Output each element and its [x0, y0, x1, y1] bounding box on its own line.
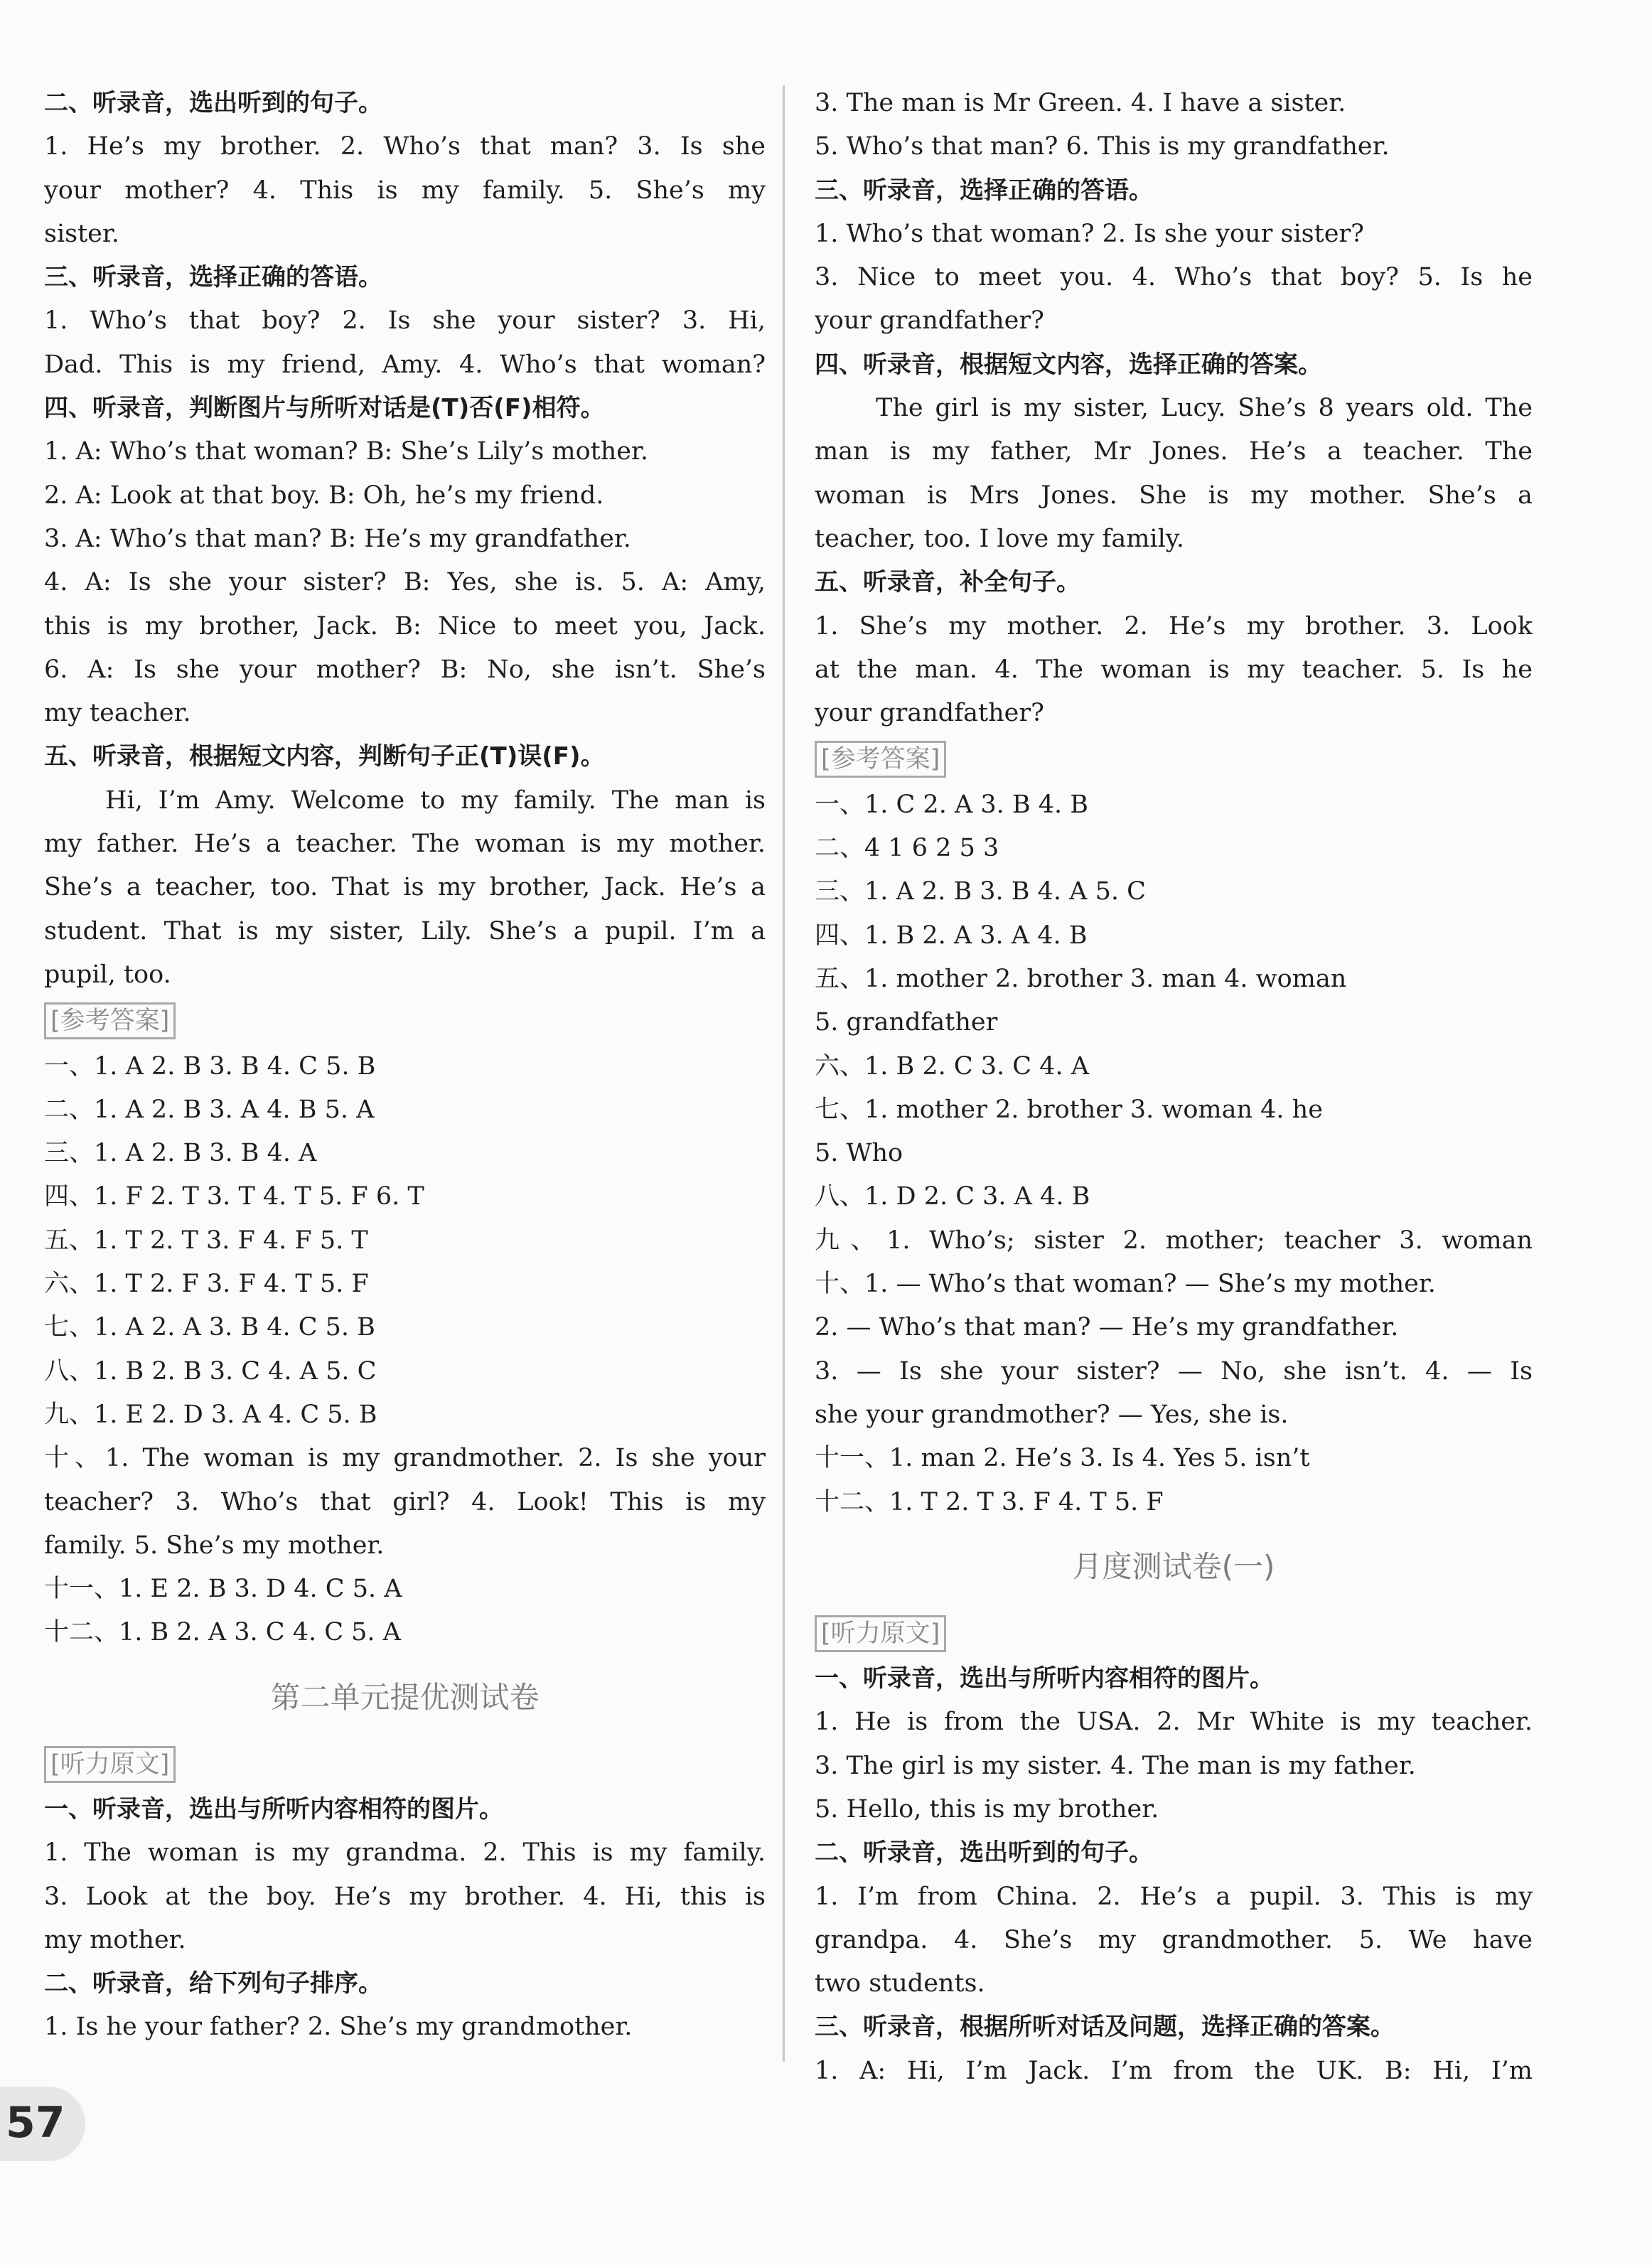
section-tag-label: [听力原文] [44, 1746, 176, 1783]
text-line: 1. Is he your father? 2. She’s my grandmother. [44, 2013, 633, 2042]
question-heading: 三、听录音，选择正确的答语。 [815, 176, 1153, 205]
text-line: 1. He’s my brother. 2. Who’s that man? 3. Is she [44, 132, 766, 161]
text-line: 七、1. mother 2. brother 3. woman 4. he [815, 1095, 1323, 1124]
text-line: 5. Who’s that man? 6. This is my grandfather. [815, 132, 1390, 161]
text-line: Dad. This is my friend, Amy. 4. Who’s that woman? [44, 350, 766, 379]
text-line: 1. A: Who’s that woman? B: She’s Lily’s mother. [44, 437, 648, 466]
text-line: your mother? 4. This is my family. 5. She’s my [44, 176, 766, 205]
text-line: 1. I’m from China. 2. He’s a pupil. 3. This is my [815, 1882, 1533, 1911]
text-line: 九、1. E 2. D 3. A 4. C 5. B [44, 1400, 377, 1429]
text-line: 六、1. B 2. C 3. C 4. A [815, 1051, 1090, 1081]
text-line: your grandfather? [815, 699, 1044, 728]
text-line: 五、1. T 2. T 3. F 4. F 5. T [44, 1226, 368, 1255]
right-column [815, 82, 1533, 2093]
text-line: 一、1. A 2. B 3. B 4. C 5. B [44, 1051, 376, 1081]
text-line: She’s a teacher, too. That is my brother, Jack. He’s a [44, 873, 766, 902]
page-number-badge [0, 2087, 85, 2161]
question-heading: 五、听录音，根据短文内容，判断句子正(T)误(F)。 [44, 742, 605, 771]
text-line: 5. grandfather [815, 1008, 998, 1037]
text-line: 十二、1. B 2. A 3. C 4. C 5. A [44, 1618, 401, 1647]
text-line: 二、4 1 6 2 5 3 [815, 834, 999, 863]
section-tag [44, 1743, 766, 1787]
text-line: man is my father, Mr Jones. He’s a teacher. The [815, 437, 1533, 466]
text-line: teacher, too. I love my family. [815, 524, 1185, 553]
text-line: 八、1. D 2. C 3. A 4. B [815, 1182, 1090, 1211]
text-line: 1. Who’s that woman? 2. Is she your sister? [815, 219, 1364, 248]
text-line: 六、1. T 2. F 3. F 4. T 5. F [44, 1270, 369, 1299]
text-line: 十、1. — Who’s that woman? — She’s my mother. [815, 1270, 1436, 1299]
text-line: 1. She’s my mother. 2. He’s my brother. 3. Look [815, 611, 1533, 641]
text-line: 1. A: Hi, I’m Jack. I’m from the UK. B: Hi, I’m [815, 2056, 1533, 2085]
text-line: 三、1. A 2. B 3. B 4. A [44, 1139, 317, 1168]
text-line: 1. He is from the USA. 2. Mr White is my teacher. [815, 1708, 1533, 1737]
left-column [44, 82, 766, 2050]
section-tag-label: [参考答案] [44, 1002, 176, 1039]
text-line: 4. A: Is she your sister? B: Yes, she is. 5. A: Amy, [44, 568, 766, 597]
question-heading: 二、听录音，选出听到的句子。 [815, 1838, 1153, 1868]
text-line: 一、1. C 2. A 3. B 4. B [815, 790, 1088, 819]
section-tag [44, 1000, 766, 1043]
section-tag [815, 738, 1533, 781]
text-line: 四、1. F 2. T 3. T 4. T 5. F 6. T [44, 1182, 424, 1211]
test-title: 第二单元提优测试卷 [270, 1679, 540, 1715]
text-line: my father. He’s a teacher. The woman is my mother. [44, 830, 766, 859]
text-line: 七、1. A 2. A 3. B 4. C 5. B [44, 1313, 375, 1342]
text-line: teacher? 3. Who’s that girl? 4. Look! This is my [44, 1487, 766, 1516]
section-tag [815, 1612, 1533, 1656]
text-line: 三、1. A 2. B 3. B 4. A 5. C [815, 877, 1146, 906]
text-line: 2. A: Look at that boy. B: Oh, he’s my friend. [44, 481, 604, 510]
question-heading: 四、听录音，判断图片与所听对话是(T)否(F)相符。 [44, 394, 605, 423]
question-heading: 三、听录音，根据所听对话及问题，选择正确的答案。 [815, 2013, 1395, 2042]
text-line: 2. — Who’s that man? — He’s my grandfather. [815, 1313, 1399, 1342]
text-line: 1. The woman is my grandma. 2. This is my family. [44, 1838, 766, 1868]
section-tag-label: [参考答案] [815, 741, 946, 778]
text-line: family. 5. She’s my mother. [44, 1531, 385, 1560]
text-line: 6. A: Is she your mother? B: No, she isn’t. She’s [44, 655, 766, 684]
text-line: my mother. [44, 1925, 186, 1954]
text-line: 四、1. B 2. A 3. A 4. B [815, 921, 1088, 950]
text-line: 3. The girl is my sister. 4. The man is my father. [815, 1751, 1416, 1780]
question-heading: 二、听录音，给下列句子排序。 [44, 1969, 382, 1998]
text-line: she your grandmother? — Yes, she is. [815, 1400, 1289, 1429]
text-line: 十一、1. E 2. B 3. D 4. C 5. A [44, 1575, 402, 1604]
text-line: 二、1. A 2. B 3. A 4. B 5. A [44, 1095, 375, 1124]
text-line: 八、1. B 2. B 3. C 4. A 5. C [44, 1356, 377, 1386]
column-divider [783, 85, 785, 2062]
text-line: my teacher. [44, 699, 191, 728]
text-line: at the man. 4. The woman is my teacher. 5. Is he [815, 655, 1533, 684]
question-heading: 三、听录音，选择正确的答语。 [44, 263, 382, 292]
text-line: woman is Mrs Jones. She is my mother. She’s a [815, 481, 1533, 510]
text-line: 5. Hello, this is my brother. [815, 1794, 1159, 1824]
section-tag-label: [听力原文] [815, 1615, 946, 1652]
text-line: pupil, too. [44, 960, 171, 989]
test-title: 月度测试卷(一) [1072, 1548, 1275, 1584]
text-line: 3. A: Who’s that man? B: He’s my grandfather. [44, 524, 631, 553]
question-heading: 四、听录音，根据短文内容，选择正确的答案。 [815, 350, 1322, 379]
text-line: 3. Look at the boy. He’s my brother. 4. Hi, this is [44, 1882, 766, 1911]
question-heading: 二、听录音，选出听到的句子。 [44, 89, 382, 117]
text-line: 3. The man is Mr Green. 4. I have a sister. [815, 89, 1346, 117]
question-heading: 一、听录音，选出与所听内容相符的图片。 [44, 1794, 503, 1824]
text-line: 十、1. The woman is my grandmother. 2. Is she your [44, 1444, 766, 1473]
text-line: sister. [44, 219, 119, 248]
text-line: 1. Who’s that boy? 2. Is she your sister? 3. Hi, [44, 306, 766, 336]
text-line: 十二、1. T 2. T 3. F 4. T 5. F [815, 1487, 1164, 1516]
text-line: this is my brother, Jack. B: Nice to meet you, Jack. [44, 611, 766, 641]
text-line: Hi, I’m Amy. Welcome to my family. The man is [105, 786, 766, 815]
text-line: 九、1. Who’s; sister 2. mother; teacher 3. woman [815, 1226, 1533, 1255]
question-heading: 一、听录音，选出与所听内容相符的图片。 [815, 1664, 1274, 1693]
text-line: 3. Nice to meet you. 4. Who’s that boy? 5. Is he [815, 263, 1533, 292]
question-heading: 五、听录音，补全句子。 [815, 568, 1080, 597]
text-line: student. That is my sister, Lily. She’s a pupil. I’m a [44, 916, 766, 946]
text-line: 3. — Is she your sister? — No, she isn’t. 4. — Is [815, 1356, 1533, 1386]
text-line: The girl is my sister, Lucy. She’s 8 years old. The [876, 394, 1533, 423]
text-line: 五、1. mother 2. brother 3. man 4. woman [815, 964, 1347, 993]
text-line: 十一、1. man 2. He’s 3. Is 4. Yes 5. isn’t [815, 1444, 1310, 1473]
text-line: 5. Who [815, 1139, 903, 1168]
page-number: 57 [6, 2098, 65, 2148]
text-line: your grandfather? [815, 306, 1044, 336]
text-line: two students. [815, 1969, 985, 1998]
text-line: grandpa. 4. She’s my grandmother. 5. We have [815, 1925, 1533, 1954]
